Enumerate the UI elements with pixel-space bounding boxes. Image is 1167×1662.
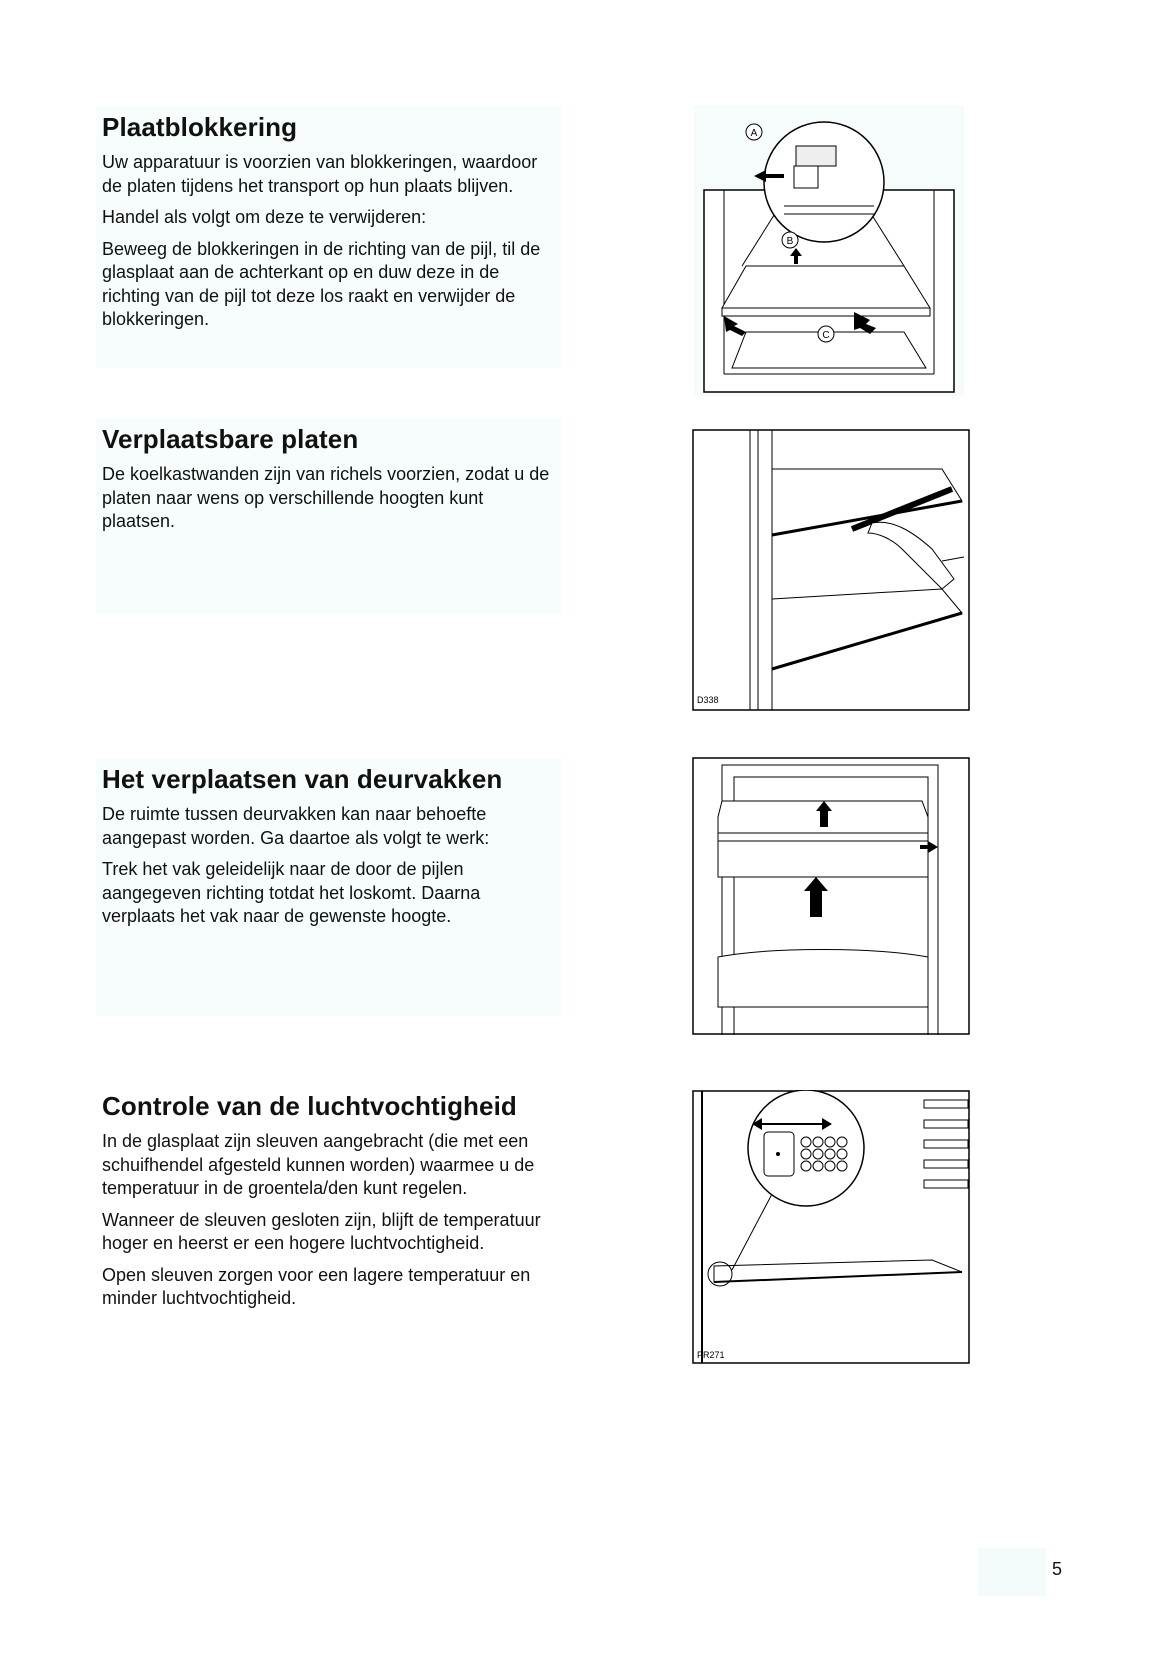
paragraph: Beweeg de blokkeringen in de richting van de pijl, til de glasplaat aan de achterkant op en duw deze in de richting van de pijl tot deze los raakt en verwijder de blokkeringen. xyxy=(102,238,541,329)
figure-humidity-control xyxy=(692,1090,970,1364)
label-c: C xyxy=(822,330,830,341)
figure-door-shelves xyxy=(692,757,970,1035)
section-plaatblokkering xyxy=(96,106,562,368)
figure-shelf-locks xyxy=(694,106,964,396)
paragraph: Wanneer de sleuven gesloten zijn, blijft de temperatuur hoger en heerst er een hogere luchtvochtigheid. xyxy=(102,1209,541,1253)
paragraph: Uw apparatuur is voorzien van blokkeringen, waardoor de platen tijdens het transport op hun plaats blijven. xyxy=(102,152,538,196)
figure-movable-shelves xyxy=(692,429,970,711)
paragraph: Handel als volgt om deze te verwijderen: xyxy=(102,207,427,227)
section-luchtvochtigheid xyxy=(96,1085,562,1385)
paragraph: Trek het vak geleidelijk naar de door de pijlen aangegeven richting totdat het loskomt. Daarna verplaats het vak naar de gewenste hoogte. xyxy=(102,859,481,926)
figure-code: D338 xyxy=(697,695,719,705)
paragraph: Open sleuven zorgen voor een lagere temperatuur en minder luchtvochtigheid. xyxy=(102,1264,531,1308)
paragraph: De koelkastwanden zijn van richels voorzien, zodat u de platen naar wens op verschillende hoogten kunt plaatsen. xyxy=(102,464,550,531)
page-number: 5 xyxy=(1052,1559,1063,1579)
figure-code: PR271 xyxy=(697,1350,725,1360)
section-title: Verplaatsbare platen xyxy=(102,424,359,454)
label-b: B xyxy=(786,236,794,247)
section-deurvakken xyxy=(96,758,562,1016)
label-a: A xyxy=(750,128,758,139)
section-title: Controle van de luchtvochtigheid xyxy=(102,1091,517,1121)
page-number-tab xyxy=(978,1548,1046,1596)
paragraph: In de glasplaat zijn sleuven aangebracht (die met een schuifhendel afgesteld kunnen worden) waarmee u de temperatuur in de groentela/den kunt regelen. xyxy=(102,1131,535,1198)
section-verplaatsbare-platen xyxy=(96,418,562,614)
section-title: Plaatblokkering xyxy=(102,112,298,142)
paragraph: De ruimte tussen deurvakken kan naar behoefte aangepast worden. Ga daartoe als volgt te werk: xyxy=(102,804,490,848)
section-title: Het verplaatsen van deurvakken xyxy=(102,764,503,794)
